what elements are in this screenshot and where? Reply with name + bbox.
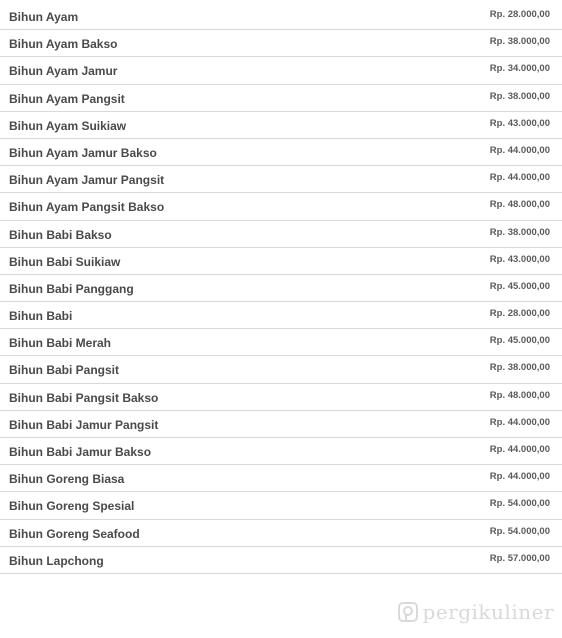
menu-item-name: Bihun Babi Pangsit Bakso (9, 390, 159, 405)
list-item (0, 193, 562, 220)
menu-item-name: Bihun Ayam Jamur Pangsit (9, 173, 165, 188)
menu-item-price: Rp. 45.000,00 (489, 335, 550, 347)
list-item (0, 492, 562, 519)
menu-item-price: Rp. 38.000,00 (489, 90, 550, 102)
menu-item-price: Rp. 44.000,00 (489, 444, 550, 455)
menu-item-price: Rp. 43.000,00 (489, 117, 550, 129)
menu-item-price: Rp. 28.000,00 (489, 308, 550, 320)
menu-item-price: Rp. 54.000,00 (489, 525, 550, 537)
pergikuliner-logo-icon (397, 601, 419, 623)
list-item (0, 166, 562, 193)
menu-item-name: Bihun Goreng Spesial (9, 499, 135, 514)
menu-item-price: Rp. 34.000,00 (489, 63, 550, 75)
watermark (397, 600, 554, 624)
menu-item-name: Bihun Ayam Jamur (9, 64, 118, 79)
menu-item-name: Bihun Babi Pangsit (9, 363, 120, 378)
menu-item-price: Rp. 48.000,00 (489, 199, 550, 211)
list-item (0, 520, 562, 547)
list-item (0, 329, 562, 356)
menu-item-name: Bihun Ayam Jamur Bakso (9, 145, 157, 160)
menu-item-price: Rp. 48.000,00 (489, 389, 550, 401)
list-item (0, 302, 562, 329)
menu-item-name: Bihun Babi Panggang (9, 281, 134, 296)
menu-item-price: Rp. 28.000,00 (489, 9, 550, 20)
menu-item-name: Bihun Goreng Seafood (9, 526, 140, 541)
menu-item-price: Rp. 44.000,00 (489, 416, 550, 428)
list-item (0, 547, 562, 574)
menu-item-name: Bihun Ayam Pangsit Bakso (9, 200, 165, 215)
menu-item-name: Bihun Lapchong (9, 553, 104, 568)
menu-list (0, 3, 562, 574)
menu-item-price: Rp. 38.000,00 (489, 36, 550, 48)
list-item (0, 57, 562, 84)
menu-item-name: Bihun Babi Jamur Bakso (9, 445, 152, 459)
list-item (0, 248, 562, 275)
menu-item-price: Rp. 43.000,00 (489, 253, 550, 265)
list-item (0, 112, 562, 139)
list-item (0, 411, 562, 438)
list-item (0, 356, 562, 383)
list-item (0, 221, 562, 248)
list-item (0, 384, 562, 411)
list-item (0, 30, 562, 57)
menu-item-price: Rp. 54.000,00 (489, 498, 550, 510)
menu-item-price: Rp. 44.000,00 (489, 172, 550, 184)
menu-item-name: Bihun Babi Jamur Pangsit (9, 417, 159, 432)
menu-item-name: Bihun Babi Merah (9, 336, 112, 351)
list-item (0, 275, 562, 302)
menu-item-price: Rp. 44.000,00 (489, 144, 550, 156)
menu-item-name: Bihun Ayam (9, 10, 79, 24)
menu-item-price: Rp. 38.000,00 (489, 226, 550, 238)
list-item (0, 3, 562, 30)
menu-item-name: Bihun Babi (9, 309, 73, 324)
menu-item-name: Bihun Ayam Bakso (9, 37, 118, 52)
menu-item-name: Bihun Babi Suikiaw (9, 254, 121, 269)
menu-item-name: Bihun Goreng Biasa (9, 472, 125, 487)
list-item (0, 85, 562, 112)
menu-item-name: Bihun Ayam Pangsit (9, 91, 125, 106)
menu-item-name: Bihun Babi Bakso (9, 227, 112, 242)
list-item (0, 139, 562, 166)
watermark-text: pergikuliner (422, 600, 554, 624)
menu-item-price: Rp. 38.000,00 (489, 362, 550, 374)
menu-item-price: Rp. 57.000,00 (489, 552, 550, 564)
list-item (0, 438, 562, 465)
list-item (0, 465, 562, 492)
menu-item-price: Rp. 45.000,00 (489, 280, 550, 292)
menu-item-price: Rp. 44.000,00 (489, 471, 550, 483)
menu-item-name: Bihun Ayam Suikiaw (9, 118, 127, 133)
